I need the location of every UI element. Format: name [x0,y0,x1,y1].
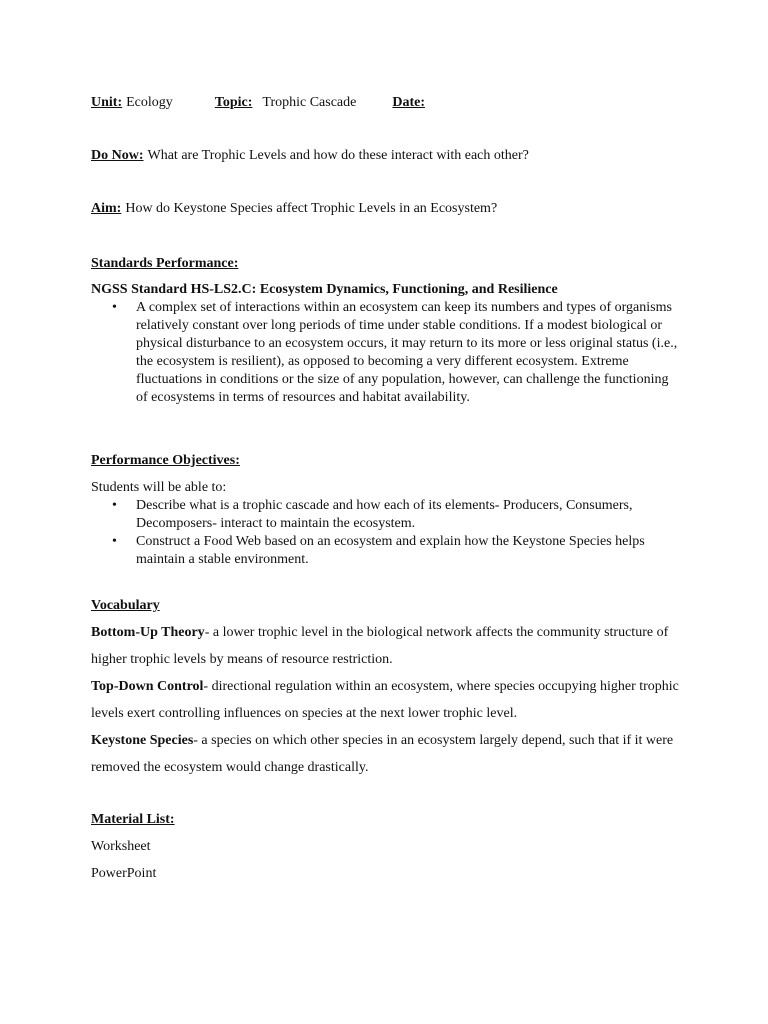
do-now-row [91,147,529,165]
materials-item-row [91,865,156,883]
objectives-intro-row [91,479,226,497]
list-item [91,299,681,407]
list-item [91,533,681,569]
aim-row [91,200,497,218]
vocabulary-definition: - a species on which other species in an ecosystem largely depend, such that if it were removed the ecosystem would change drastically. [91,733,674,775]
date-label: Date: [392,95,426,110]
aim-text: How do Keystone Species affect Trophic Levels in an Ecosystem? [125,201,498,216]
vocabulary-term: Bottom-Up Theory [91,625,205,640]
vocabulary-term-top-down [91,673,681,727]
vocabulary-heading-row [91,597,160,615]
objective-bullet-text: Describe what is a trophic cascade and how each of its elements- Producers, Consumers, Decomposers- interact to maintain the ecosystem. [136,498,633,531]
material-item: PowerPoint [91,866,157,881]
list-item [91,497,681,533]
do-now-text: What are Trophic Levels and how do these interact with each other? [147,148,529,163]
topic-value: Trophic Cascade [262,95,357,110]
bullet-dot-icon: • [112,534,117,549]
vocabulary-term: Keystone Species [91,733,194,748]
vocabulary-term: Top-Down Control [91,679,204,694]
unit-value: Ecology [126,95,173,110]
materials-item-row [91,838,151,856]
do-now-label: Do Now: [91,148,144,163]
vocabulary-term-bottom-up [91,619,681,673]
standards-bullet-text: A complex set of interactions within an ecosystem can keep its numbers and types of organisms relatively constant over long periods of time under stable conditions. If a modest biological or physical disturbance to an ecosystem occurs, it may return to its more or less original status (i.e., the ecosystem is resilient), as opposed to becoming a very different ecosystem. Extreme fluctuations in conditions or the size of any population, however, can challenge the functioning of ecosystems in terms of resources and habitat availability. [136,300,678,405]
standards-bullet-list [91,299,681,407]
materials-heading: Material List: [91,812,175,827]
vocabulary-heading: Vocabulary [91,598,160,613]
material-item: Worksheet [91,839,151,854]
vocabulary-term-keystone [91,727,681,781]
topic-label: Topic: [214,95,253,110]
bullet-dot-icon: • [112,498,117,513]
objectives-intro: Students will be able to: [91,480,227,495]
vocabulary-definition: - directional regulation within an ecosystem, where species occupying higher trophic levels exert controlling influences on species at the next lower trophic level. [91,679,679,721]
bullet-dot-icon: • [112,300,117,315]
header-row [91,94,425,112]
objective-bullet-text: Construct a Food Web based on an ecosystem and explain how the Keystone Species helps maintain a stable environment. [136,534,645,567]
aim-label: Aim: [91,201,122,216]
standards-title-row [91,281,558,299]
standards-heading: Standards Performance: [91,256,239,271]
objectives-bullet-list [91,497,681,569]
objectives-heading: Performance Objectives: [91,453,240,468]
vocabulary-definition: - a lower trophic level in the biological network affects the community structure of higher trophic levels by means of resource restriction. [91,625,669,667]
standards-heading-row [91,255,238,273]
objectives-heading-row [91,452,240,470]
unit-label: Unit: [91,95,123,110]
standards-title: NGSS Standard HS-LS2.C: Ecosystem Dynamics, Functioning, and Resilience [91,282,558,297]
materials-heading-row [91,811,175,829]
